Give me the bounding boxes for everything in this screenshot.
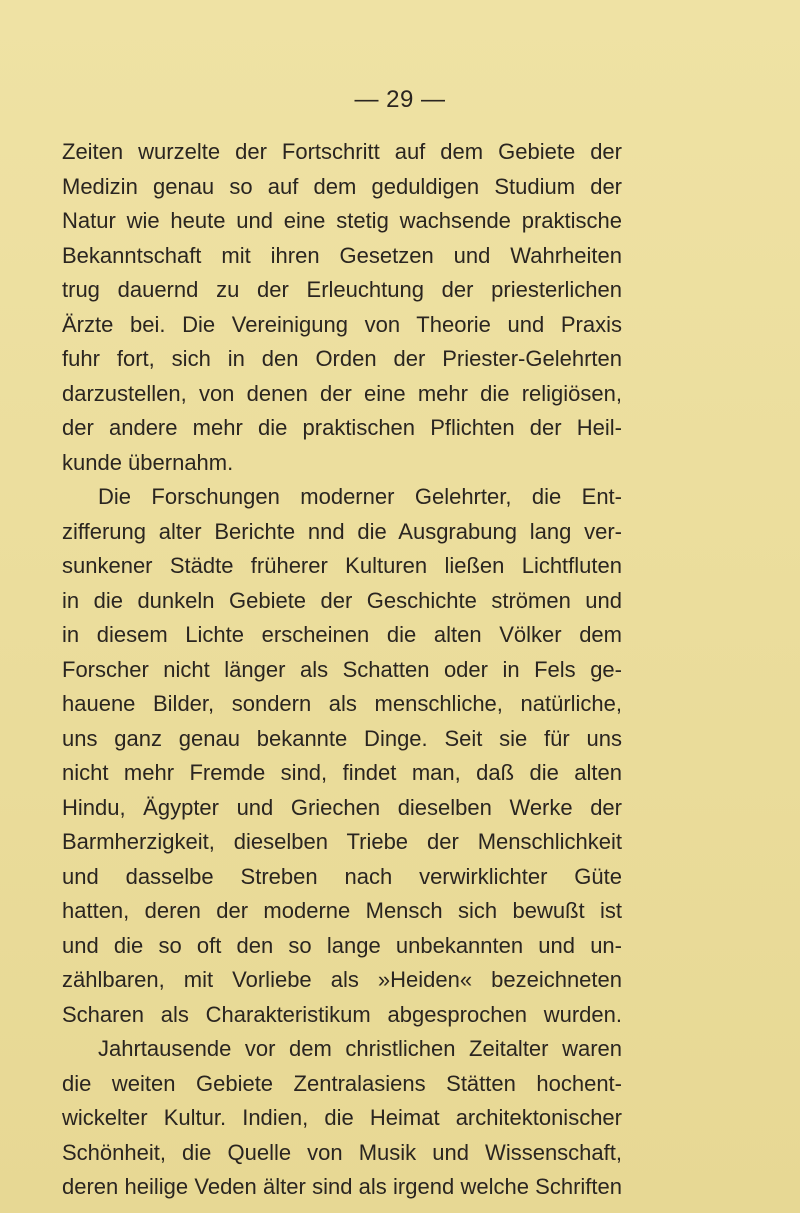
text-line: Medizin genau so auf dem geduldigen Studium der (62, 173, 622, 199)
text-line: Hindu, Ägypter und Griechen dieselben Werke der (62, 794, 622, 820)
text-line: Barmherzigkeit, dieselben Triebe der Menschlichkeit (62, 829, 622, 854)
text-line: nicht mehr Fremde sind, findet man, daß die alten (62, 760, 622, 785)
text-line: Scharen als Charakteristikum abgesprochen wurden. (62, 1001, 622, 1027)
text-line: Bekanntschaft mit ihren Gesetzen und Wahrheiten (62, 242, 622, 268)
text-line: hatten, deren der moderne Mensch sich bewußt ist (62, 898, 622, 923)
text-line: hauene Bilder, sondern als menschliche, natürliche, (62, 691, 622, 716)
body-text (62, 135, 622, 1205)
text-line: Zeiten wurzelte der Fortschritt auf dem Gebiete der (62, 139, 622, 164)
text-line: Schönheit, die Quelle von Musik und Wissenschaft, (62, 1139, 622, 1165)
text-line: kunde übernahm. (62, 449, 234, 475)
text-line: Ärzte bei. Die Vereinigung von Theorie und Praxis (62, 311, 622, 337)
text-line: zählbaren, mit Vorliebe als »Heiden« bezeichneten (62, 967, 622, 992)
text-line: in diesem Lichte erscheinen die alten Völker dem (62, 622, 622, 647)
text-line: und dasselbe Streben nach verwirklichter Güte (62, 863, 622, 889)
text-line: Jahrtausende vor dem christlichen Zeitalter waren (98, 1036, 622, 1061)
text-line: sunkener Städte früherer Kulturen ließen Lichtfluten (62, 553, 622, 578)
text-line: die weiten Gebiete Zentralasiens Stätten hochent- (62, 1070, 622, 1096)
text-line: Natur wie heute und eine stetig wachsende praktische (62, 208, 622, 233)
text-line: Die Forschungen moderner Gelehrter, die Ent- (98, 484, 622, 509)
text-line: deren heilige Veden älter sind als irgend welche Schriften (62, 1174, 622, 1199)
text-line: uns ganz genau bekannte Dinge. Seit sie für uns (62, 725, 622, 751)
text-line: zifferung alter Berichte nnd die Ausgrabung lang ver- (62, 518, 622, 544)
text-line: und die so oft den so lange unbekannten und un- (62, 932, 622, 958)
text-line: Forscher nicht länger als Schatten oder in Fels ge- (62, 656, 622, 682)
text-line: wickelter Kultur. Indien, die Heimat architektonischer (62, 1105, 622, 1130)
text-line: in die dunkeln Gebiete der Geschichte strömen und (62, 587, 622, 613)
text-line: darzustellen, von denen der eine mehr die religiösen, (62, 380, 622, 406)
text-line: trug dauernd zu der Erleuchtung der priesterlichen (62, 277, 622, 302)
text-line: der andere mehr die praktischen Pflichten der Heil- (62, 415, 622, 440)
page-number: — 29 — (354, 86, 446, 113)
text-line: fuhr fort, sich in den Orden der Priester-Gelehrten (62, 346, 622, 371)
